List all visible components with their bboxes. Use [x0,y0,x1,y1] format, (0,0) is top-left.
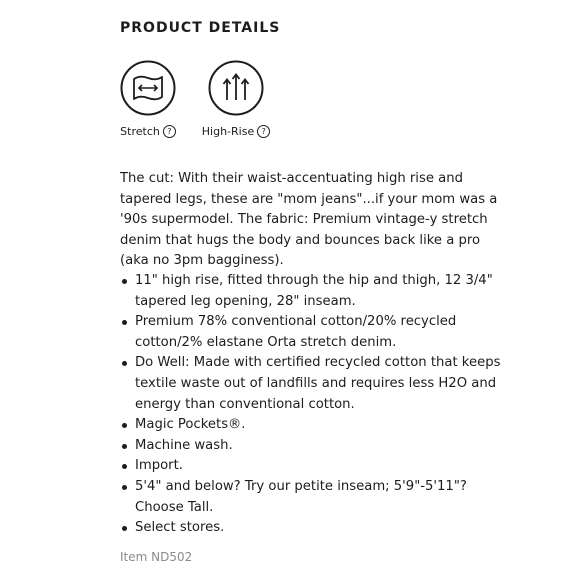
list-item: Select stores. [120,518,505,539]
product-description: The cut: With their waist-accentuating high rise and tapered legs, these are "mom jeans"...if your mom was a '90s supermodel. The fabric: Premium vintage-y stretch denim that hugs the body and bounces back like a pro (aka no 3pm bagginess). [120,171,498,269]
list-item: Import. [120,456,505,477]
product-details-heading: PRODUCT DETAILS [120,20,281,36]
list-item: 11" high rise, fitted through the hip and thigh, 12 3/4" tapered leg opening, 28" inseam. [120,271,505,312]
high-rise-label: High-Rise [201,125,255,138]
list-item: Do Well: Made with certified recycled cotton that keeps textile waste out of landfills and requires less H2O and energy than conventional cotton. [120,353,505,415]
stretch-label: Stretch [120,125,160,138]
stretch-feature [108,60,188,138]
list-item: Machine wash. [120,436,505,457]
stretch-help-icon[interactable]: ? [163,125,176,138]
list-item: Premium 78% conventional cotton/20% recycled cotton/2% elastane Orta stretch denim. [120,312,505,353]
high-rise-arrows-icon [208,60,264,116]
item-number: Item ND502 [120,550,193,564]
list-item: Magic Pockets®. [120,415,505,436]
high-rise-feature [196,60,276,138]
product-details-list [120,271,505,539]
high-rise-help-icon[interactable]: ? [257,125,270,138]
stretch-fabric-icon [120,60,176,116]
list-item: 5'4" and below? Try our petite inseam; 5'9"-5'11"? Choose Tall. [120,477,505,518]
